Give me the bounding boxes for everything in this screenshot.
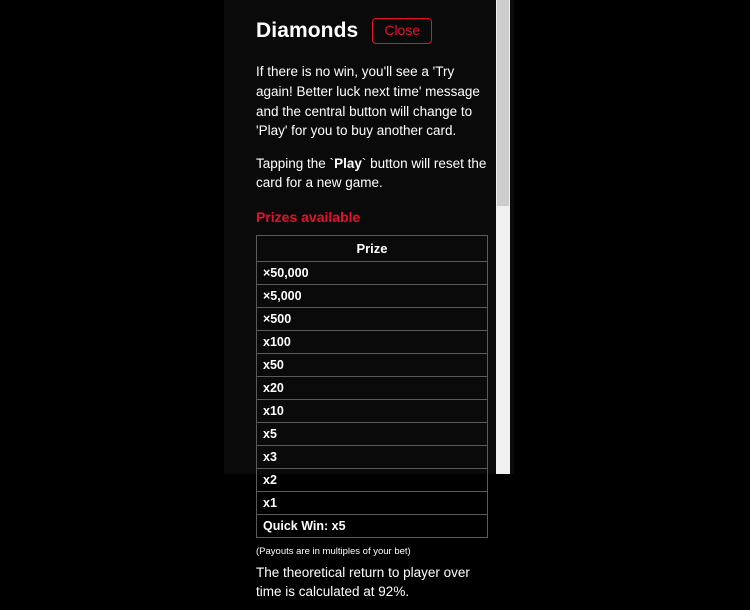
prize-cell: x1 [257, 491, 488, 514]
intro-paragraph-1: If there is no win, you'll see a 'Try again! Better luck next time' message and the central button will change to 'Play' for you to buy another card. [256, 64, 480, 139]
prize-cell: ×5,000 [257, 284, 488, 307]
prize-cell: x20 [257, 376, 488, 399]
table-row [257, 445, 488, 468]
prizes-heading: Prizes available [256, 208, 361, 225]
table-row [257, 353, 488, 376]
help-dialog-content [224, 0, 514, 610]
rtp-text: The theoretical return to player over time is calculated at 92%. [256, 564, 470, 600]
scrollbar-thumb[interactable] [497, 0, 509, 206]
page-background-left [0, 0, 224, 474]
table-header-row [257, 235, 488, 261]
table-row [257, 399, 488, 422]
table-row [257, 422, 488, 445]
help-dialog [224, 0, 514, 600]
page-background-right [514, 0, 750, 474]
prizes-table-body [257, 261, 488, 537]
prize-cell: Quick Win: x5 [257, 514, 488, 537]
prize-cell: x5 [257, 422, 488, 445]
table-row [257, 468, 488, 491]
intro-paragraph-2 [256, 154, 490, 193]
table-header-prize: Prize [257, 235, 488, 261]
prize-cell: ×500 [257, 307, 488, 330]
table-row [257, 261, 488, 284]
prize-cell: x100 [257, 330, 488, 353]
prize-cell: x10 [257, 399, 488, 422]
payout-footnote: (Payouts are in multiples of your bet) [256, 545, 411, 557]
paragraph2-post: ` button will reset the card for a new game. [256, 155, 487, 191]
table-row [257, 376, 488, 399]
table-row [257, 514, 488, 537]
prize-cell: ×50,000 [257, 261, 488, 284]
paragraph2-pre: Tapping the ` [256, 155, 335, 171]
table-row [257, 284, 488, 307]
close-button[interactable]: Close [372, 18, 432, 44]
scrollbar-track-lower[interactable] [497, 206, 509, 336]
dialog-header [256, 18, 490, 44]
table-row [257, 307, 488, 330]
table-row [257, 330, 488, 353]
prize-cell: x2 [257, 468, 488, 491]
prizes-table [256, 235, 488, 538]
prize-cell: x3 [257, 445, 488, 468]
paragraph2-bold: Play [334, 155, 362, 171]
prize-cell: x50 [257, 353, 488, 376]
table-row [257, 491, 488, 514]
page-title: Diamonds [256, 19, 359, 43]
